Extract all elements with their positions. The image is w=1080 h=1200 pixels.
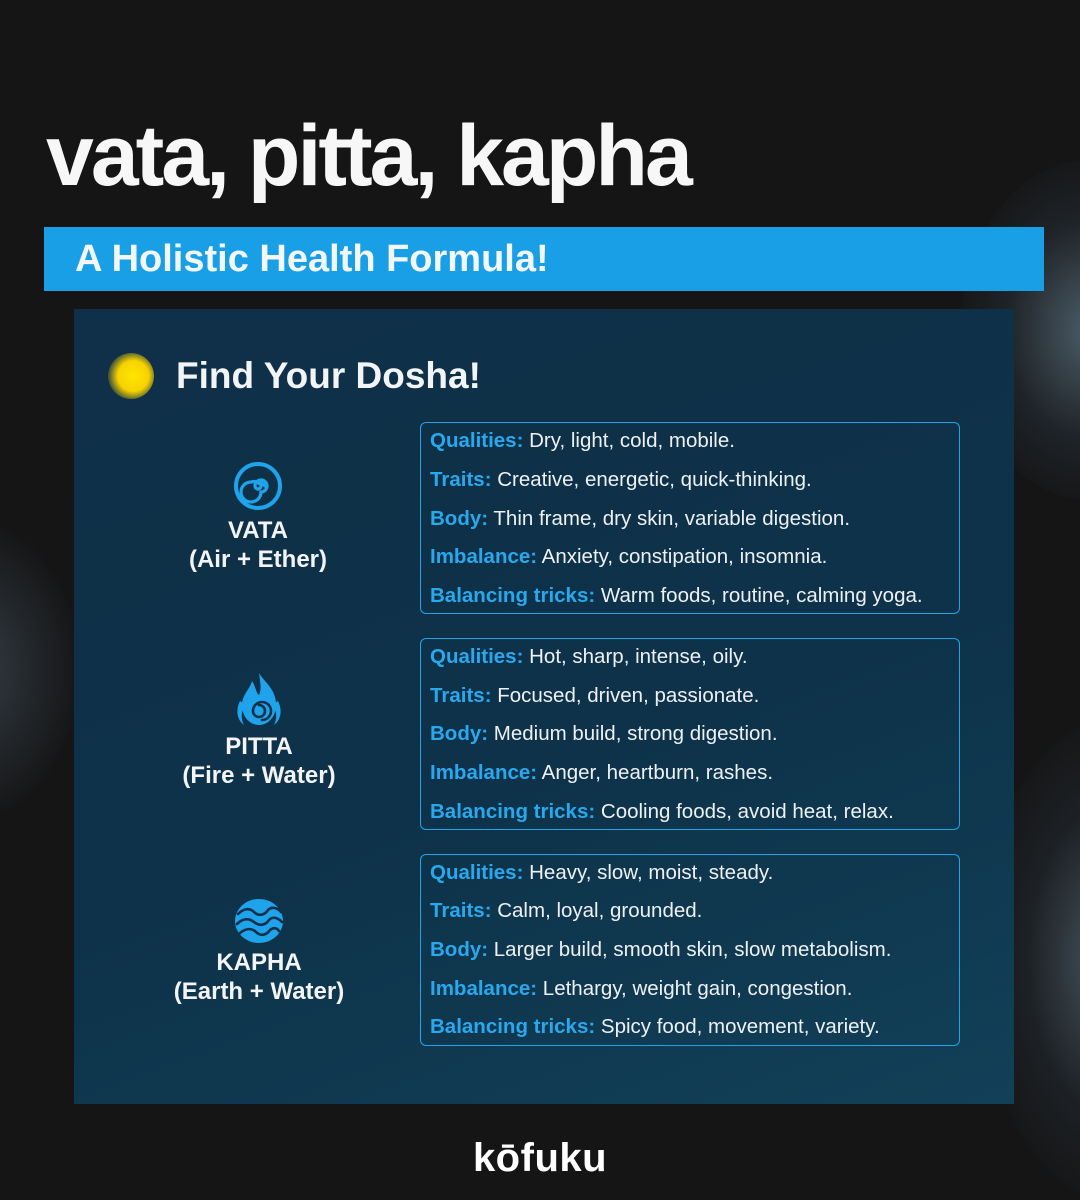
dosha-label-pitta [129,732,389,790]
row-balancing-tricks: Balancing tricks: Spicy food, movement, variety. [430,1015,880,1038]
section-heading: Find Your Dosha! [176,355,481,396]
dosha-name: KAPHA [216,949,302,976]
flame-fire-icon [232,671,286,729]
brand-logo: kōfuku [472,1136,608,1180]
row-traits: Traits: Focused, driven, passionate. [430,684,760,707]
row-balancing-tricks: Balancing tricks: Warm foods, routine, calming yoga. [430,584,923,607]
row-imbalance: Imbalance: Anxiety, constipation, insomnia. [430,545,828,568]
dosha-elements: (Earth + Water) [173,978,345,1005]
dosha-card-pitta [420,638,960,830]
dosha-label-vata [128,516,388,574]
row-qualities: Qualities: Dry, light, cold, mobile. [430,429,735,452]
row-body: Body: Medium build, strong digestion. [430,722,778,745]
page-title: vata, pitta, kapha [46,108,690,204]
wave-earth-icon [234,898,284,944]
dosha-elements: (Air + Ether) [188,546,328,573]
banner-text: A Holistic Health Formula! [75,238,549,280]
sun-icon [108,353,154,399]
row-body: Body: Thin frame, dry skin, variable digestion. [430,507,851,530]
row-traits: Traits: Creative, energetic, quick-thinking. [430,468,812,491]
subtitle-banner [44,227,1044,291]
spiral-air-icon [233,461,283,511]
dosha-elements: (Fire + Water) [182,762,336,789]
row-qualities: Qualities: Hot, sharp, intense, oily. [430,645,748,668]
row-imbalance: Imbalance: Anger, heartburn, rashes. [430,761,774,784]
row-qualities: Qualities: Heavy, slow, moist, steady. [430,861,774,884]
dosha-name: VATA [228,517,288,544]
row-traits: Traits: Calm, loyal, grounded. [430,899,703,922]
dosha-card-vata [420,422,960,614]
row-imbalance: Imbalance: Lethargy, weight gain, congestion. [430,977,853,1000]
dosha-label-kapha [129,948,389,1006]
row-balancing-tricks: Balancing tricks: Cooling foods, avoid heat, relax. [430,800,894,823]
row-body: Body: Larger build, smooth skin, slow metabolism. [430,938,892,961]
background-glow [0,520,80,820]
dosha-card-kapha [420,854,960,1046]
dosha-name: PITTA [225,733,293,760]
